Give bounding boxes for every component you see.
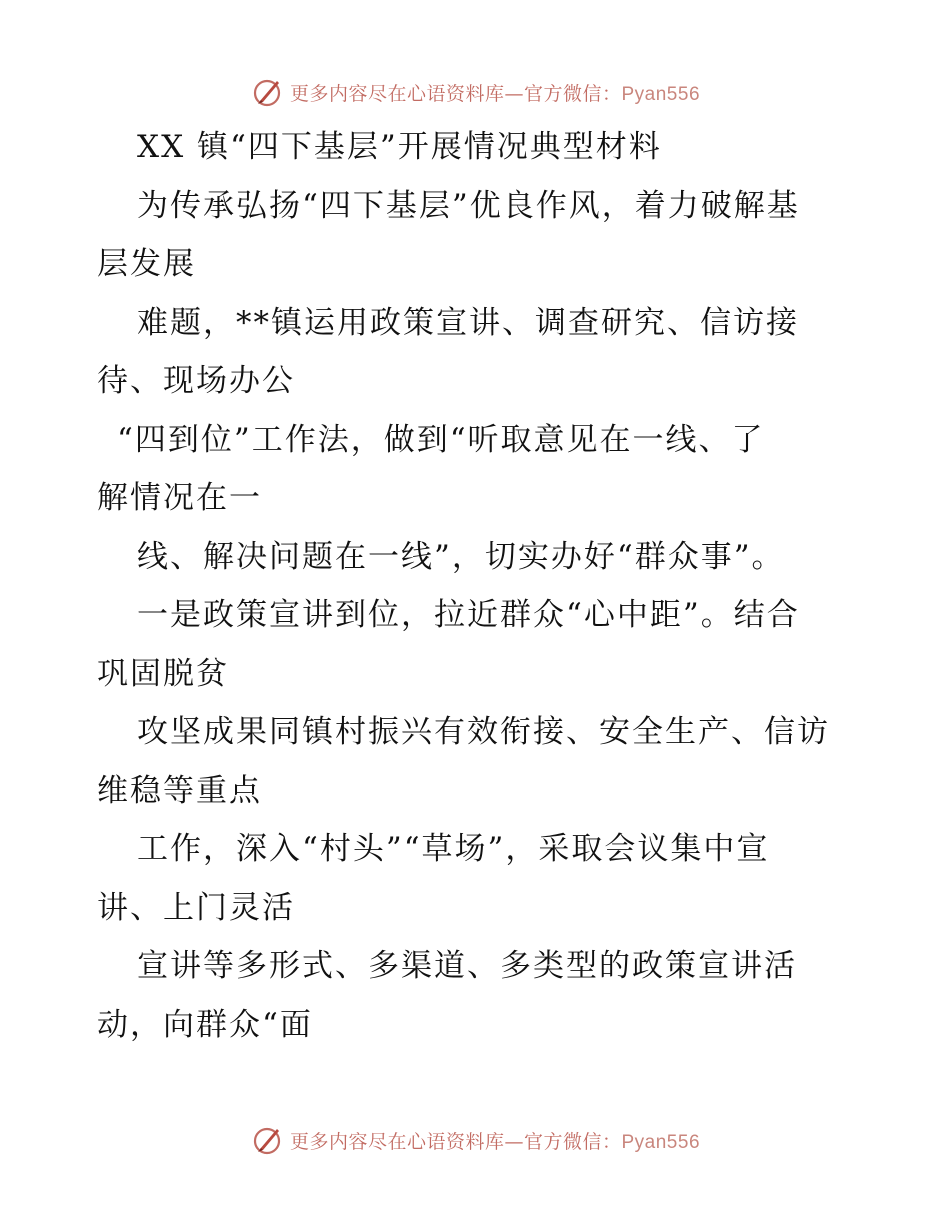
paragraph-line: 工作，深入“村头”“草场”，采取会议集中宣 bbox=[137, 831, 770, 867]
paragraph-line: 动，向群众“面 bbox=[97, 1006, 313, 1043]
document-title: XX 镇“四下基层”开展情况典型材料 bbox=[137, 129, 662, 165]
paragraph-line: “四到位”工作法，做到“听取意见在一线、了 bbox=[117, 421, 765, 458]
document-body bbox=[97, 118, 867, 1054]
paragraph-line: 线、解决问题在一线”，切实办好“群众事”。 bbox=[137, 538, 785, 575]
paragraph-line: 讲、上门灵活 bbox=[97, 889, 295, 926]
paragraph-line: 攻坚成果同镇村振兴有效衔接、安全生产、信访 bbox=[137, 714, 830, 750]
quill-pen-circle-icon bbox=[250, 1123, 284, 1157]
paragraph-line: 难题，**镇运用政策宣讲、调查研究、信访接 bbox=[137, 304, 799, 341]
paragraph-line: 维稳等重点 bbox=[97, 772, 262, 809]
paragraph-line: 解情况在一 bbox=[97, 480, 262, 516]
header-watermark bbox=[0, 72, 950, 112]
paragraph-line: 待、现场办公 bbox=[97, 363, 295, 399]
watermark-text: 更多内容尽在心语资料库—官方微信：Pyan556 bbox=[289, 1130, 701, 1153]
quill-pen-circle-icon bbox=[250, 75, 284, 109]
paragraph-line: 宣讲等多形式、多渠道、多类型的政策宣讲活 bbox=[137, 948, 797, 984]
paragraph-line: 巩固脱贫 bbox=[97, 655, 229, 692]
watermark-text: 更多内容尽在心语资料库—官方微信：Pyan556 bbox=[289, 82, 701, 105]
paragraph-line: 一是政策宣讲到位，拉近群众“心中距”。结合 bbox=[137, 597, 800, 633]
paragraph-line: 层发展 bbox=[97, 246, 196, 282]
paragraph-line: 为传承弘扬“四下基层”优良作风，着力破解基 bbox=[137, 187, 800, 224]
footer-watermark bbox=[0, 1120, 950, 1160]
watermark-wechat-id: Pyan556 bbox=[621, 83, 701, 105]
watermark-wechat-id: Pyan556 bbox=[621, 1131, 701, 1153]
